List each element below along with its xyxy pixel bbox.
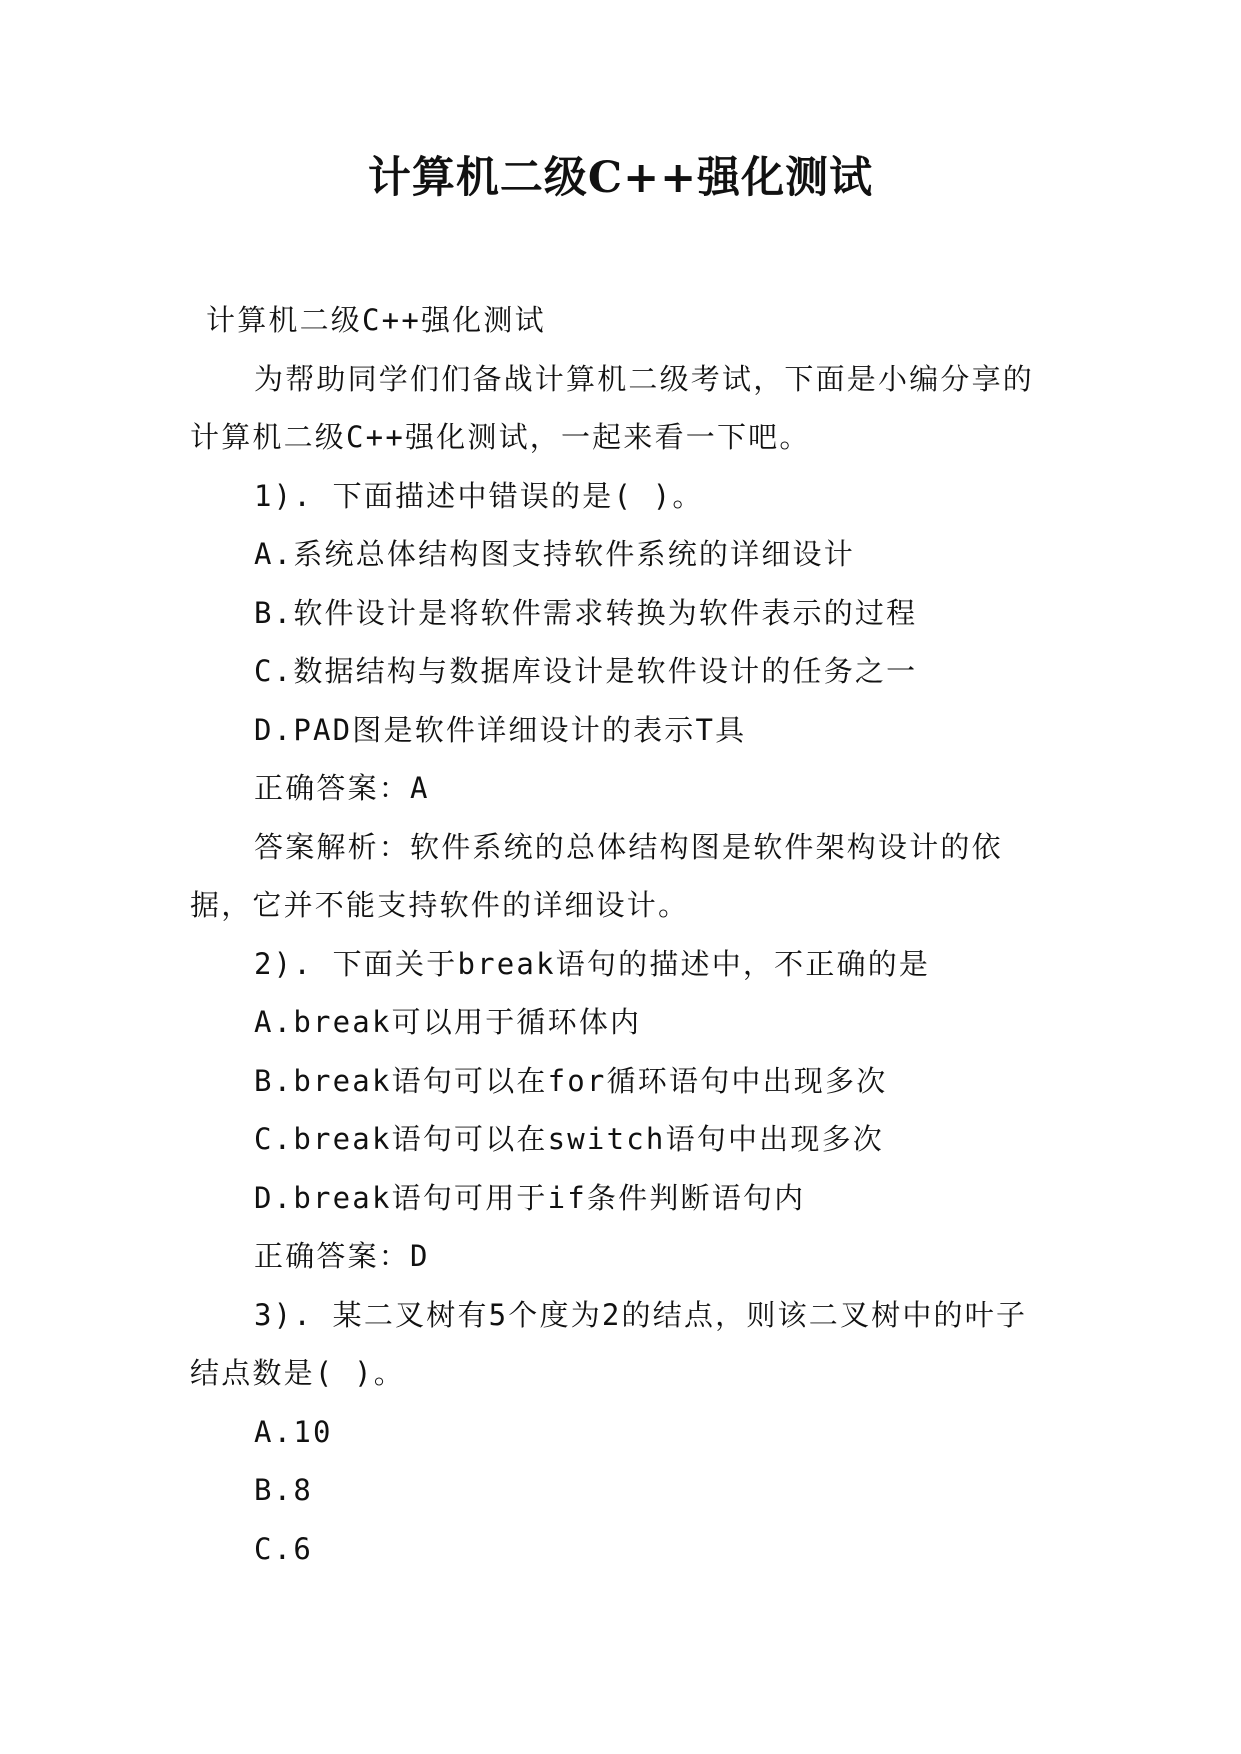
question-2-option-c: C.break语句可以在switch语句中出现多次: [254, 1122, 884, 1156]
question-1-option-a: A.系统总体结构图支持软件系统的详细设计: [254, 537, 855, 571]
intro-paragraph: 为帮助同学们们备战计算机二级考试，下面是小编分享的计算机二级C++强化测试，一起来看一下吧。: [190, 361, 1035, 454]
question-3-option-b: B.8: [254, 1473, 313, 1507]
question-2-option-b: B.break语句可以在for循环语句中出现多次: [254, 1063, 888, 1098]
document-body: [190, 291, 1056, 1578]
question-1-option-c: C.数据结构与数据库设计是软件设计的任务之一: [254, 654, 918, 688]
question-1-answer: 正确答案：A: [254, 771, 430, 805]
question-1-option-d: D.PAD图是软件详细设计的表示T具: [254, 712, 747, 747]
question-2-option-a: A.break可以用于循环体内: [254, 1005, 642, 1039]
question-3-stem: 3). 某二叉树有5个度为2的结点，则该二叉树中的叶子结点数是( )。: [190, 1297, 1028, 1390]
question-3-option-c: C.6: [254, 1531, 313, 1566]
question-1-analysis: 答案解析：软件系统的总体结构图是软件架构设计的依据，它并不能支持软件的详细设计。: [190, 829, 1003, 922]
question-1-option-b: B.软件设计是将软件需求转换为软件表示的过程: [254, 595, 918, 630]
question-2-stem: 2). 下面关于break语句的描述中，不正确的是: [254, 946, 931, 981]
document-subtitle: 计算机二级C++强化测试: [206, 303, 546, 337]
question-3-option-a: A.10: [254, 1414, 333, 1449]
document-title: 计算机二级C++强化测试: [367, 153, 874, 203]
question-2-option-d: D.break语句可用于if条件判断语句内: [254, 1180, 806, 1215]
question-2-answer: 正确答案：D: [254, 1239, 430, 1273]
question-1-stem: 1). 下面描述中错误的是( )。: [254, 478, 704, 513]
